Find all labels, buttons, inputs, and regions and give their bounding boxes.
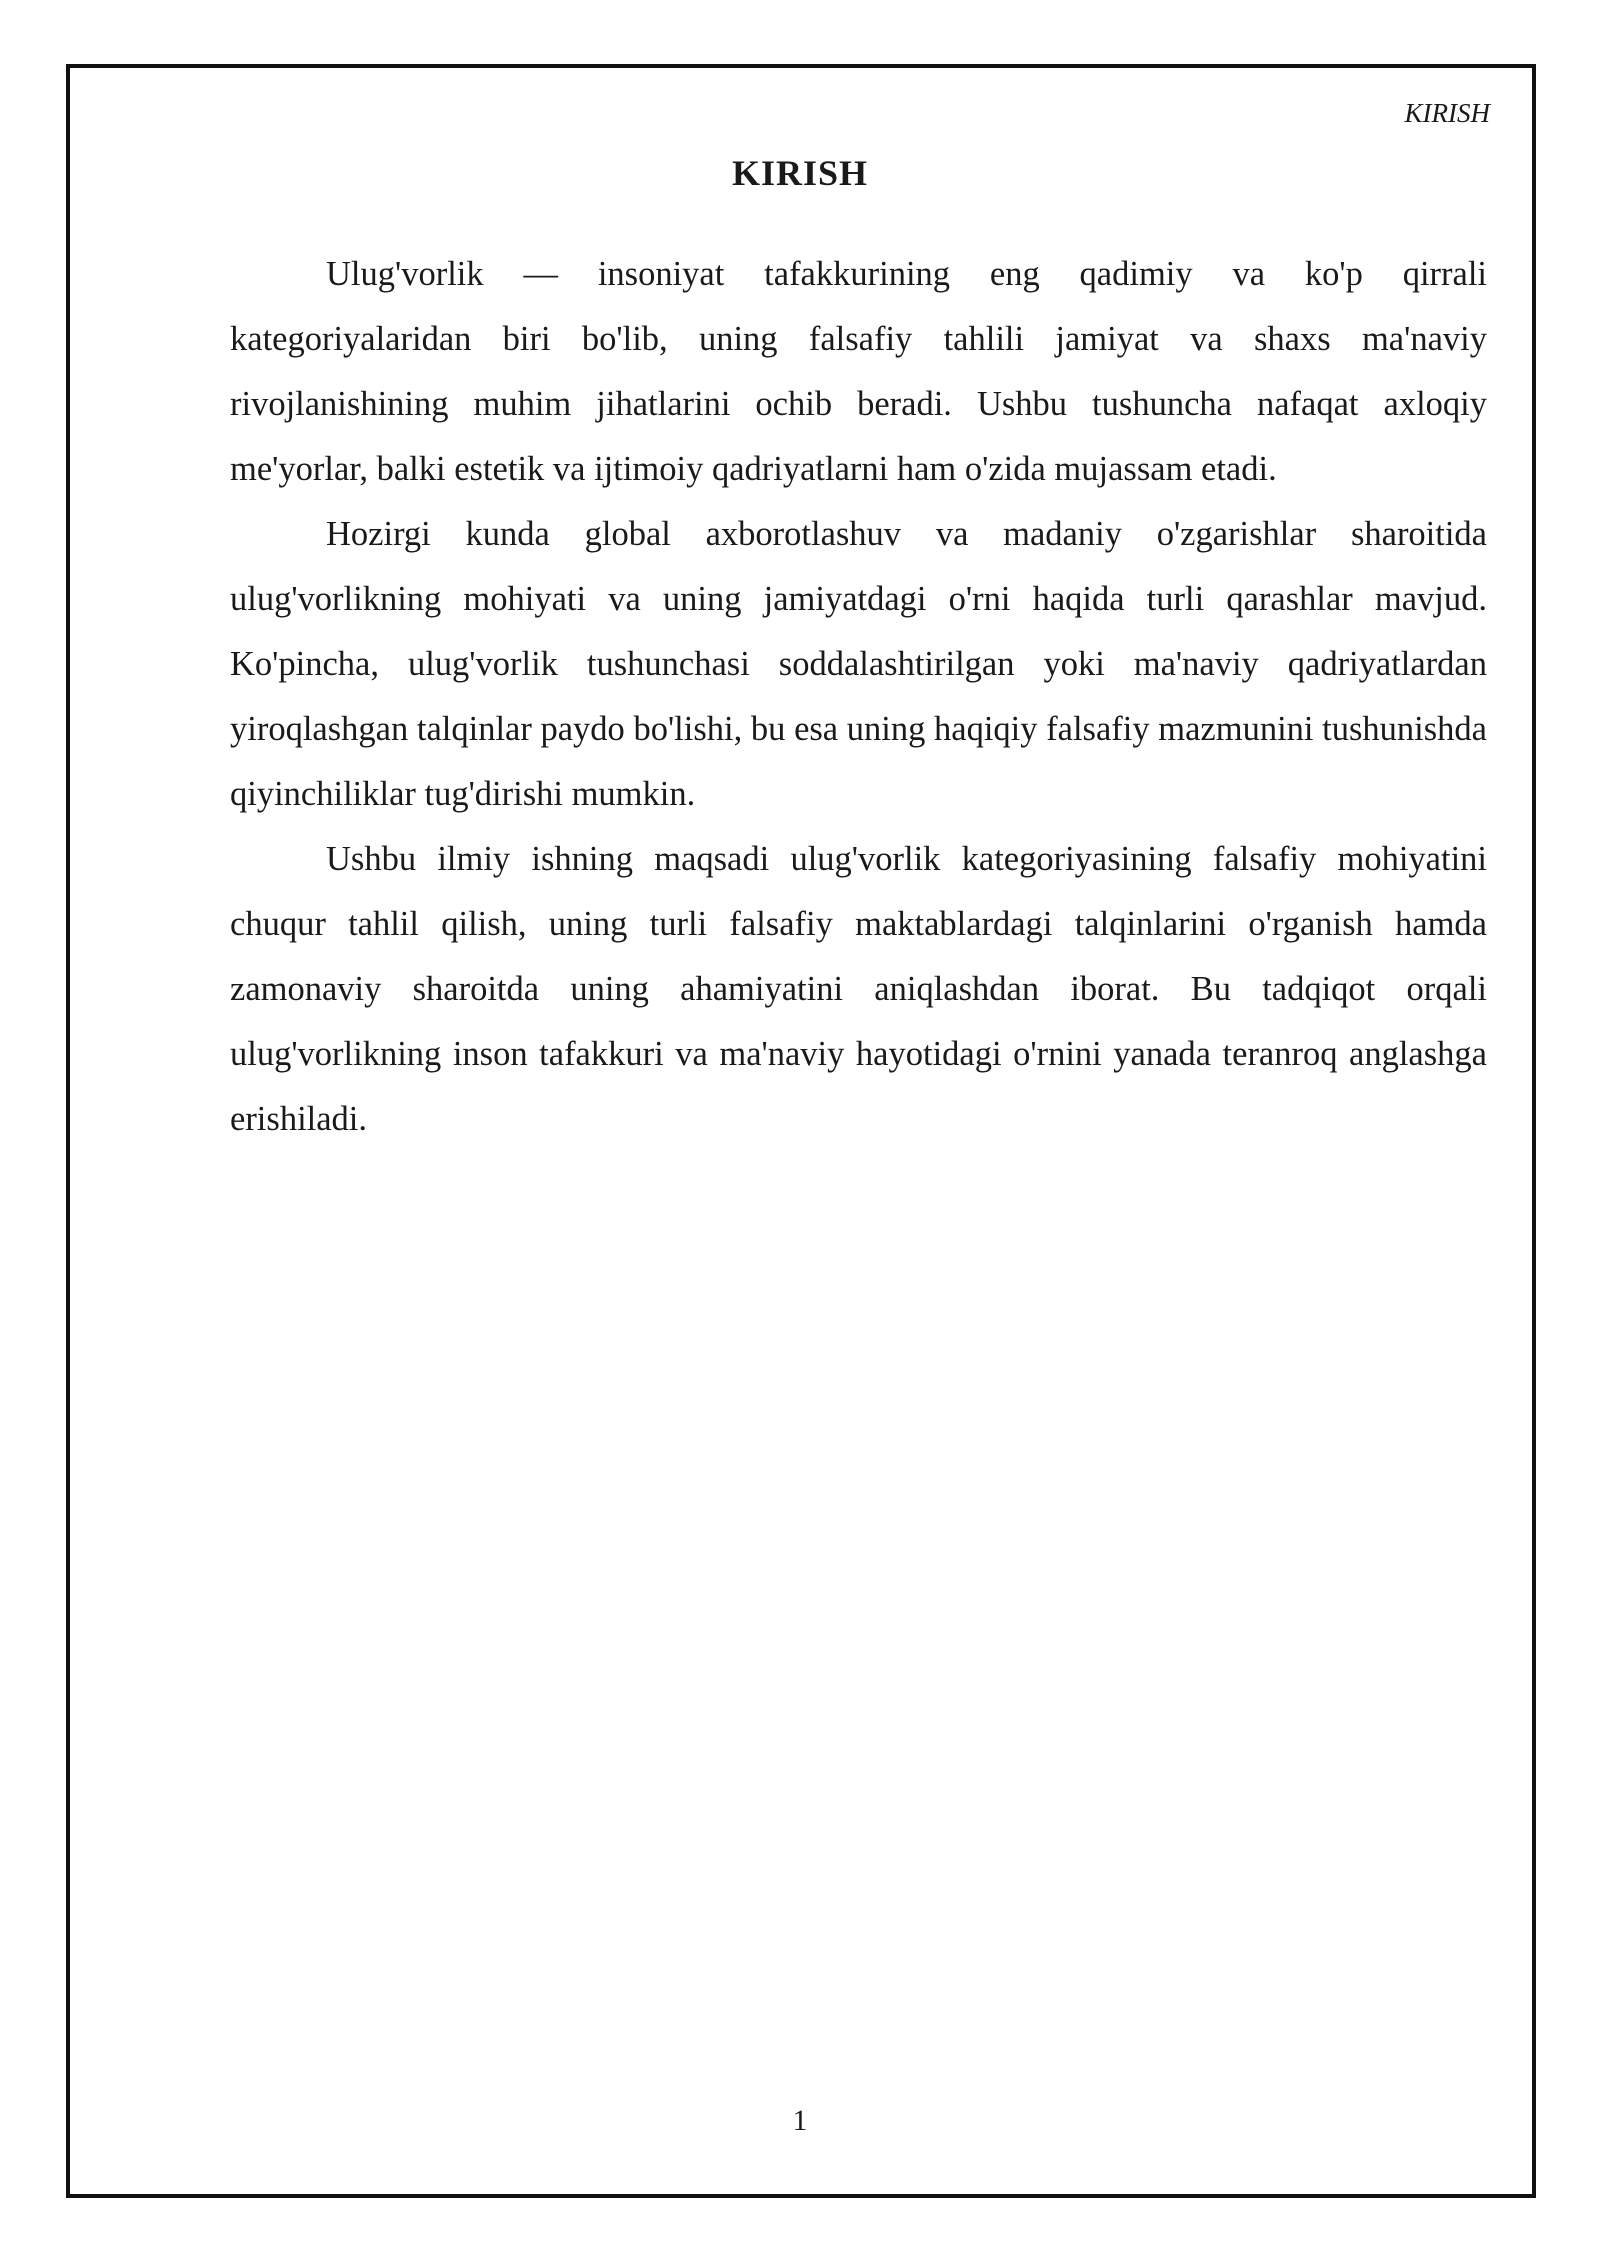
paragraph: Ushbu ilmiy ishning maqsadi ulug'vorlik kategoriyasining falsafiy mohiyatini chuqur tahlil qilish, uning turli falsafiy maktablardagi talqinlarini o'rganish hamda zamonaviy sharoitda uning ahamiyatini aniqlashdan iborat. Bu tadqiqot orqali ulug'vorlikning inson tafakkuri va ma'naviy hayotidagi o'rnini yanada teranroq anglashga erishiladi.: [230, 840, 1487, 1138]
document-body: [230, 242, 1487, 1152]
page-number: 1: [792, 2104, 808, 2137]
running-header: KIRISH: [1404, 98, 1490, 128]
paragraph: Ulug'vorlik — insoniyat tafakkurining eng qadimiy va ko'p qirrali kategoriyalaridan biri bo'lib, uning falsafiy tahlili jamiyat va shaxs ma'naviy rivojlanishining muhim jihatlarini ochib beradi. Ushbu tushuncha nafaqat axloqiy me'yorlar, balki estetik va ijtimoiy qadriyatlarni ham o'zida mujassam etadi.: [230, 255, 1487, 488]
document-title: KIRISH: [731, 153, 869, 193]
paragraph: Hozirgi kunda global axborotlashuv va madaniy o'zgarishlar sharoitida ulug'vorlikning mohiyati va uning jamiyatdagi o'rni haqida turli qarashlar mavjud. Ko'pincha, ulug'vorlik tushunchasi soddalashtirilgan yoki ma'naviy qadriyatlardan yiroqlashgan talqinlar paydo bo'lishi, bu esa uning haqiqiy falsafiy mazmunini tushunishda qiyinchiliklar tug'dirishi mumkin.: [230, 515, 1487, 813]
